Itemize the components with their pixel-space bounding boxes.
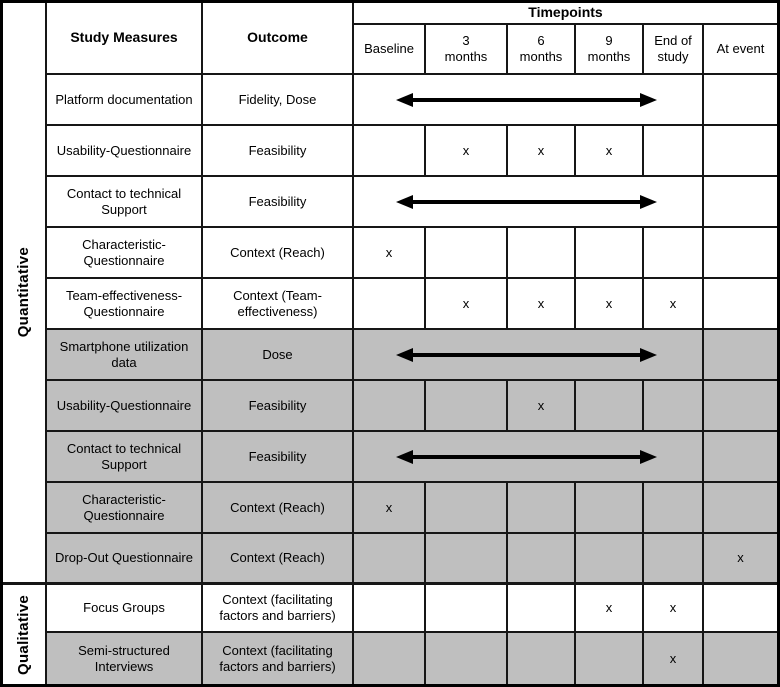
arrow-right-head-icon <box>640 450 657 464</box>
column-header-study-measures: Study Measures <box>47 3 203 75</box>
timepoint-cell: x <box>576 279 644 330</box>
column-header-outcome: Outcome <box>203 3 354 75</box>
section-label-qualitative <box>3 585 47 684</box>
timeline-arrow-cell <box>354 432 704 483</box>
measure-cell: Drop-Out Questionnaire <box>47 534 203 585</box>
timepoint-cell <box>704 126 777 177</box>
timepoint-cell: x <box>508 381 576 432</box>
column-header-label: End of study <box>654 33 692 64</box>
timepoint-cell <box>508 585 576 633</box>
timepoint-cell: x <box>426 279 508 330</box>
arrow-right-head-icon <box>640 93 657 107</box>
table-grid <box>3 3 777 684</box>
column-header-timepoints: Timepoints <box>354 3 777 25</box>
timepoint-cell <box>704 633 777 684</box>
timepoint-cell <box>508 534 576 585</box>
column-header-end-of-study <box>644 25 704 75</box>
timepoint-cell: x <box>576 126 644 177</box>
timepoint-cell <box>644 126 704 177</box>
measure-cell: Usability-Questionnaire <box>47 381 203 432</box>
timepoint-cell <box>426 633 508 684</box>
timepoint-cell <box>704 330 777 381</box>
arrow-shaft <box>405 200 648 204</box>
timepoint-cell <box>704 585 777 633</box>
column-header-label: 6 months <box>519 33 563 64</box>
outcome-cell: Context (facilitating factors and barriers) <box>203 585 354 633</box>
outcome-cell: Context (facilitating factors and barriers) <box>203 633 354 684</box>
section-label-text: Quantitative <box>14 247 32 338</box>
arrow-right-head-icon <box>640 348 657 362</box>
measure-cell: Focus Groups <box>47 585 203 633</box>
timepoint-cell <box>426 228 508 279</box>
timepoint-cell: x <box>644 279 704 330</box>
outcome-cell: Feasibility <box>203 432 354 483</box>
arrow-shaft <box>405 455 648 459</box>
arrow-left-head-icon <box>396 93 413 107</box>
column-header-label: 9 months <box>587 33 631 64</box>
measure-cell: Team-effectiveness-Questionnaire <box>47 279 203 330</box>
outcome-cell: Dose <box>203 330 354 381</box>
timepoint-cell <box>426 585 508 633</box>
timepoint-cell <box>704 432 777 483</box>
timepoint-cell <box>644 381 704 432</box>
measure-cell: Usability-Questionnaire <box>47 126 203 177</box>
column-header-label: At event <box>716 41 765 57</box>
column-header-at-event <box>704 25 777 75</box>
timepoint-cell <box>704 75 777 126</box>
timepoint-cell <box>426 534 508 585</box>
timepoint-cell: x <box>644 585 704 633</box>
column-header-baseline <box>354 25 426 75</box>
timepoint-cell: x <box>704 534 777 585</box>
timepoint-cell <box>354 585 426 633</box>
timepoint-cell <box>644 483 704 534</box>
measure-cell: Characteristic-Questionnaire <box>47 228 203 279</box>
outcome-cell: Context (Reach) <box>203 228 354 279</box>
timeline-arrow-cell <box>354 177 704 228</box>
arrow-left-head-icon <box>396 450 413 464</box>
timepoint-cell <box>508 483 576 534</box>
column-header-6-months <box>508 25 576 75</box>
timepoint-cell: x <box>508 126 576 177</box>
arrow-right-head-icon <box>640 195 657 209</box>
outcome-cell: Fidelity, Dose <box>203 75 354 126</box>
measure-cell: Characteristic-Questionnaire <box>47 483 203 534</box>
timepoint-cell <box>354 633 426 684</box>
timepoint-cell <box>576 633 644 684</box>
timepoint-cell <box>576 228 644 279</box>
outcome-cell: Feasibility <box>203 381 354 432</box>
timepoint-cell <box>704 381 777 432</box>
arrow-left-head-icon <box>396 348 413 362</box>
outcome-cell: Feasibility <box>203 177 354 228</box>
measure-cell: Contact to technical Support <box>47 177 203 228</box>
outcome-cell: Context (Reach) <box>203 483 354 534</box>
timepoint-cell <box>644 534 704 585</box>
timepoint-cell <box>354 126 426 177</box>
measure-cell: Platform documentation <box>47 75 203 126</box>
timepoint-cell: x <box>508 279 576 330</box>
timepoint-cell: x <box>426 126 508 177</box>
timepoint-cell <box>704 177 777 228</box>
timepoint-cell: x <box>354 483 426 534</box>
timepoint-cell <box>508 633 576 684</box>
timepoint-cell <box>426 483 508 534</box>
timepoint-cell: x <box>576 585 644 633</box>
timepoint-cell <box>576 534 644 585</box>
timepoint-cell <box>704 483 777 534</box>
timepoint-cell <box>704 228 777 279</box>
measure-cell: Semi-structured Interviews <box>47 633 203 684</box>
timepoint-cell <box>704 279 777 330</box>
section-label-quantitative <box>3 3 47 585</box>
timeline-arrow-cell <box>354 330 704 381</box>
arrow-left-head-icon <box>396 195 413 209</box>
timepoint-cell: x <box>354 228 426 279</box>
timepoint-cell <box>576 381 644 432</box>
outcome-cell: Feasibility <box>203 126 354 177</box>
timepoint-cell <box>426 381 508 432</box>
arrow-shaft <box>405 98 648 102</box>
timepoint-cell <box>576 483 644 534</box>
column-header-9-months <box>576 25 644 75</box>
outcome-cell: Context (Team-effectiveness) <box>203 279 354 330</box>
column-header-3-months <box>426 25 508 75</box>
measure-cell: Contact to technical Support <box>47 432 203 483</box>
column-header-label: 3 months <box>444 33 488 64</box>
measure-cell: Smartphone utilization data <box>47 330 203 381</box>
column-header-label: Baseline <box>364 41 414 57</box>
timepoint-cell <box>508 228 576 279</box>
timeline-arrow-cell <box>354 75 704 126</box>
outcome-cell: Context (Reach) <box>203 534 354 585</box>
timepoint-cell <box>354 279 426 330</box>
section-label-text: Qualitative <box>14 594 32 675</box>
timepoint-cell: x <box>644 633 704 684</box>
timepoint-cell <box>354 381 426 432</box>
arrow-shaft <box>405 353 648 357</box>
timepoint-cell <box>354 534 426 585</box>
timepoint-cell <box>644 228 704 279</box>
